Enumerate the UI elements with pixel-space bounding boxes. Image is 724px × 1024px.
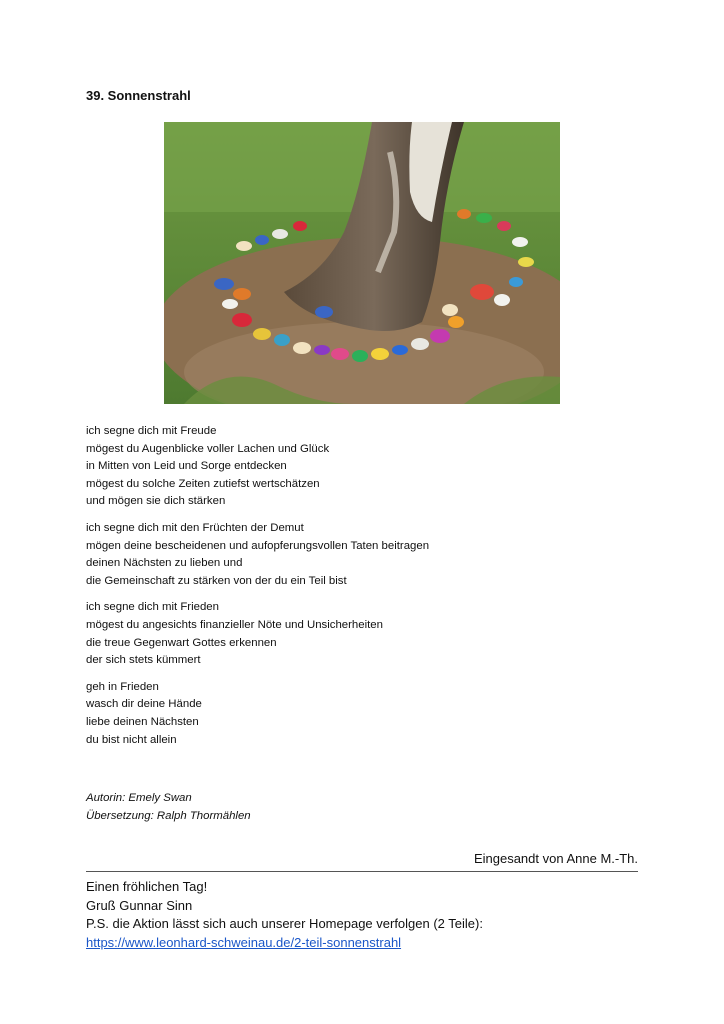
stanza [86,679,686,749]
author-credit: Autorin: Emely Swan [86,792,192,804]
poem-line: liebe deinen Nächsten [86,715,199,728]
poem-line: wasch dir deine Hände [86,698,202,711]
poem-line: mögen deine bescheidenen und aufopferungsvollen Taten beitragen [86,539,430,552]
tree-with-painted-stones-photo [164,122,560,404]
submitted-by: Eingesandt von Anne M.-Th. [473,851,638,866]
poem-line: mögest du angesichts finanzieller Nöte und Unsicherheiten [86,618,383,631]
divider [86,871,638,872]
stanza [86,599,686,669]
postscript: P.S. die Aktion lässt sich auch unserer Homepage verfolgen (2 Teile): [86,916,483,931]
poem-line: ich segne dich mit den Früchten der Demut [86,521,304,534]
poem-line: du bist nicht allein [86,733,177,746]
footer-message [86,878,483,952]
poem-line: geh in Frieden [86,680,159,693]
signature: Gruß Gunnar Sinn [86,897,193,913]
greeting: Einen fröhlichen Tag! [86,879,208,894]
poem-line: und mögen sie dich stärken [86,495,226,508]
homepage-link[interactable]: https://www.leonhard-schweinau.de/2-teil-sonnenstrahl [86,934,402,950]
poem-line: ich segne dich mit Freude [86,425,217,437]
poem-line: der sich stets kümmert [86,654,201,667]
poem-line: mögest du solche Zeiten zutiefst wertschätzen [86,477,320,490]
poem-body [86,423,686,758]
stanza [86,423,686,511]
poem-line: in Mitten von Leid und Sorge entdecken [86,460,287,473]
credits [86,790,251,825]
poem-line: mögest du Augenblicke voller Lachen und Glück [86,442,330,455]
poem-line: deinen Nächsten zu lieben und [86,557,243,570]
poem-line: ich segne dich mit Frieden [86,601,219,614]
poem-line: die Gemeinschaft zu stärken von der du ein Teil bist [86,574,347,587]
poem-title: 39. Sonnenstrahl [86,88,191,103]
stanza [86,520,686,590]
poem-line: die treue Gegenwart Gottes erkennen [86,636,277,649]
translation-credit: Übersetzung: Ralph Thormählen [86,809,251,822]
